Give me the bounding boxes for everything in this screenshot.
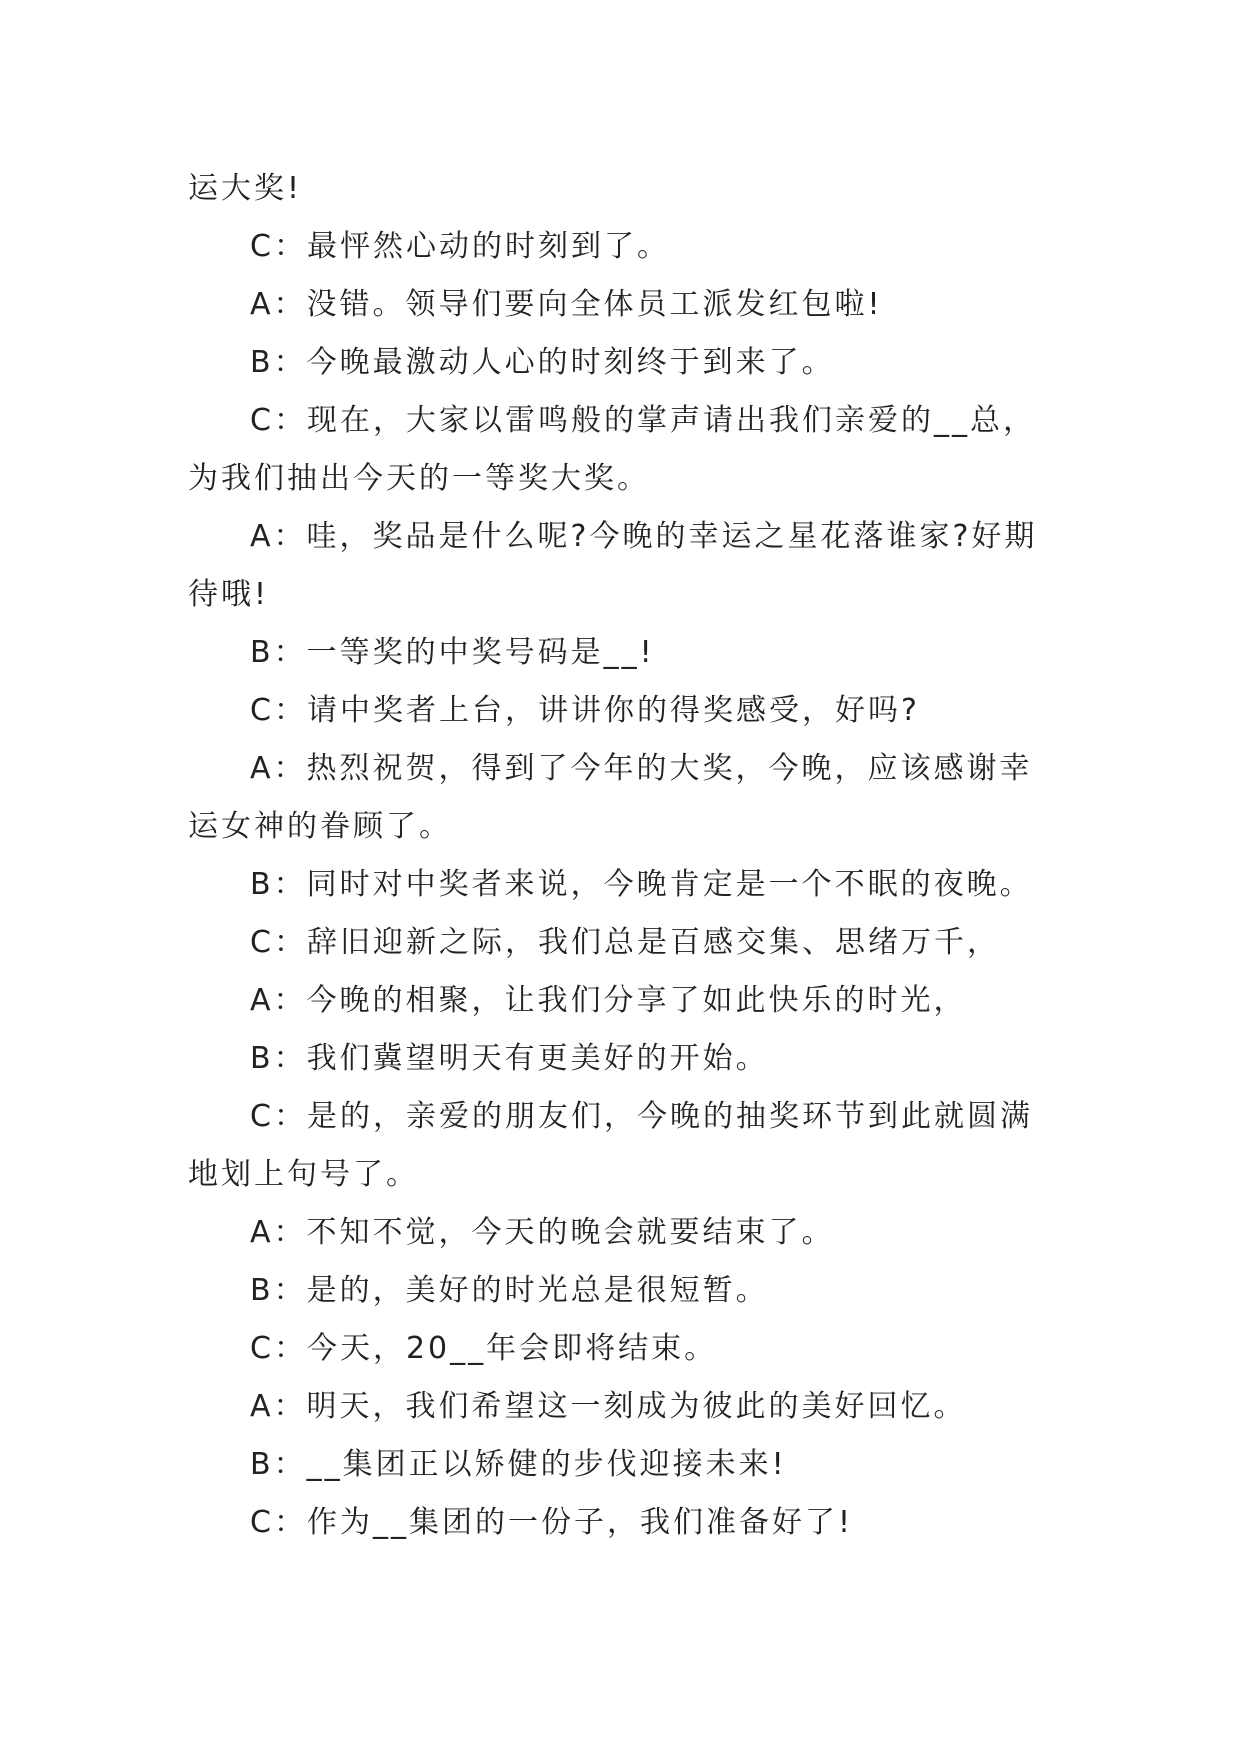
paragraph: 运大奖! — [188, 171, 303, 206]
paragraph: C：作为__集团的一份子，我们准备好了! — [250, 1505, 853, 1540]
paragraph: C：现在，大家以雷鸣般的掌声请出我们亲爱的__总，为我们抽出今天的一等奖大奖。 — [188, 403, 1036, 496]
paragraph: B：今晚最激动人心的时刻终于到来了。 — [250, 345, 835, 380]
paragraph: B：同时对中奖者来说，今晚肯定是一个不眠的夜晚。 — [250, 867, 1033, 902]
paragraph: B：是的，美好的时光总是很短暂。 — [250, 1273, 769, 1308]
paragraph: B：一等奖的中奖号码是__! — [250, 635, 655, 670]
paragraph: C：请中奖者上台，讲讲你的得奖感受，好吗? — [250, 693, 920, 728]
document-body — [188, 160, 1058, 1552]
paragraph: A：明天，我们希望这一刻成为彼此的美好回忆。 — [250, 1389, 967, 1424]
paragraph: A：哇，奖品是什么呢?今晚的幸运之星花落谁家?好期待哦! — [188, 519, 1038, 612]
paragraph: B：我们冀望明天有更美好的开始。 — [250, 1041, 769, 1076]
paragraph: A：热烈祝贺，得到了今年的大奖，今晚，应该感谢幸运女神的眷顾了。 — [188, 751, 1033, 844]
paragraph: B：__集团正以矫健的步伐迎接未来! — [250, 1447, 787, 1482]
paragraph: C：辞旧迎新之际，我们总是百感交集、思绪万千， — [250, 925, 1000, 960]
paragraph: A：没错。领导们要向全体员工派发红包啦! — [250, 287, 883, 322]
paragraph: C：是的，亲爱的朋友们，今晚的抽奖环节到此就圆满地划上句号了。 — [188, 1099, 1033, 1192]
paragraph: C：今天，20__年会即将结束。 — [250, 1331, 718, 1366]
paragraph: C：最怦然心动的时刻到了。 — [250, 229, 670, 264]
paragraph: A：不知不觉，今天的晚会就要结束了。 — [250, 1215, 835, 1250]
paragraph: A：今晚的相聚，让我们分享了如此快乐的时光， — [250, 983, 967, 1018]
